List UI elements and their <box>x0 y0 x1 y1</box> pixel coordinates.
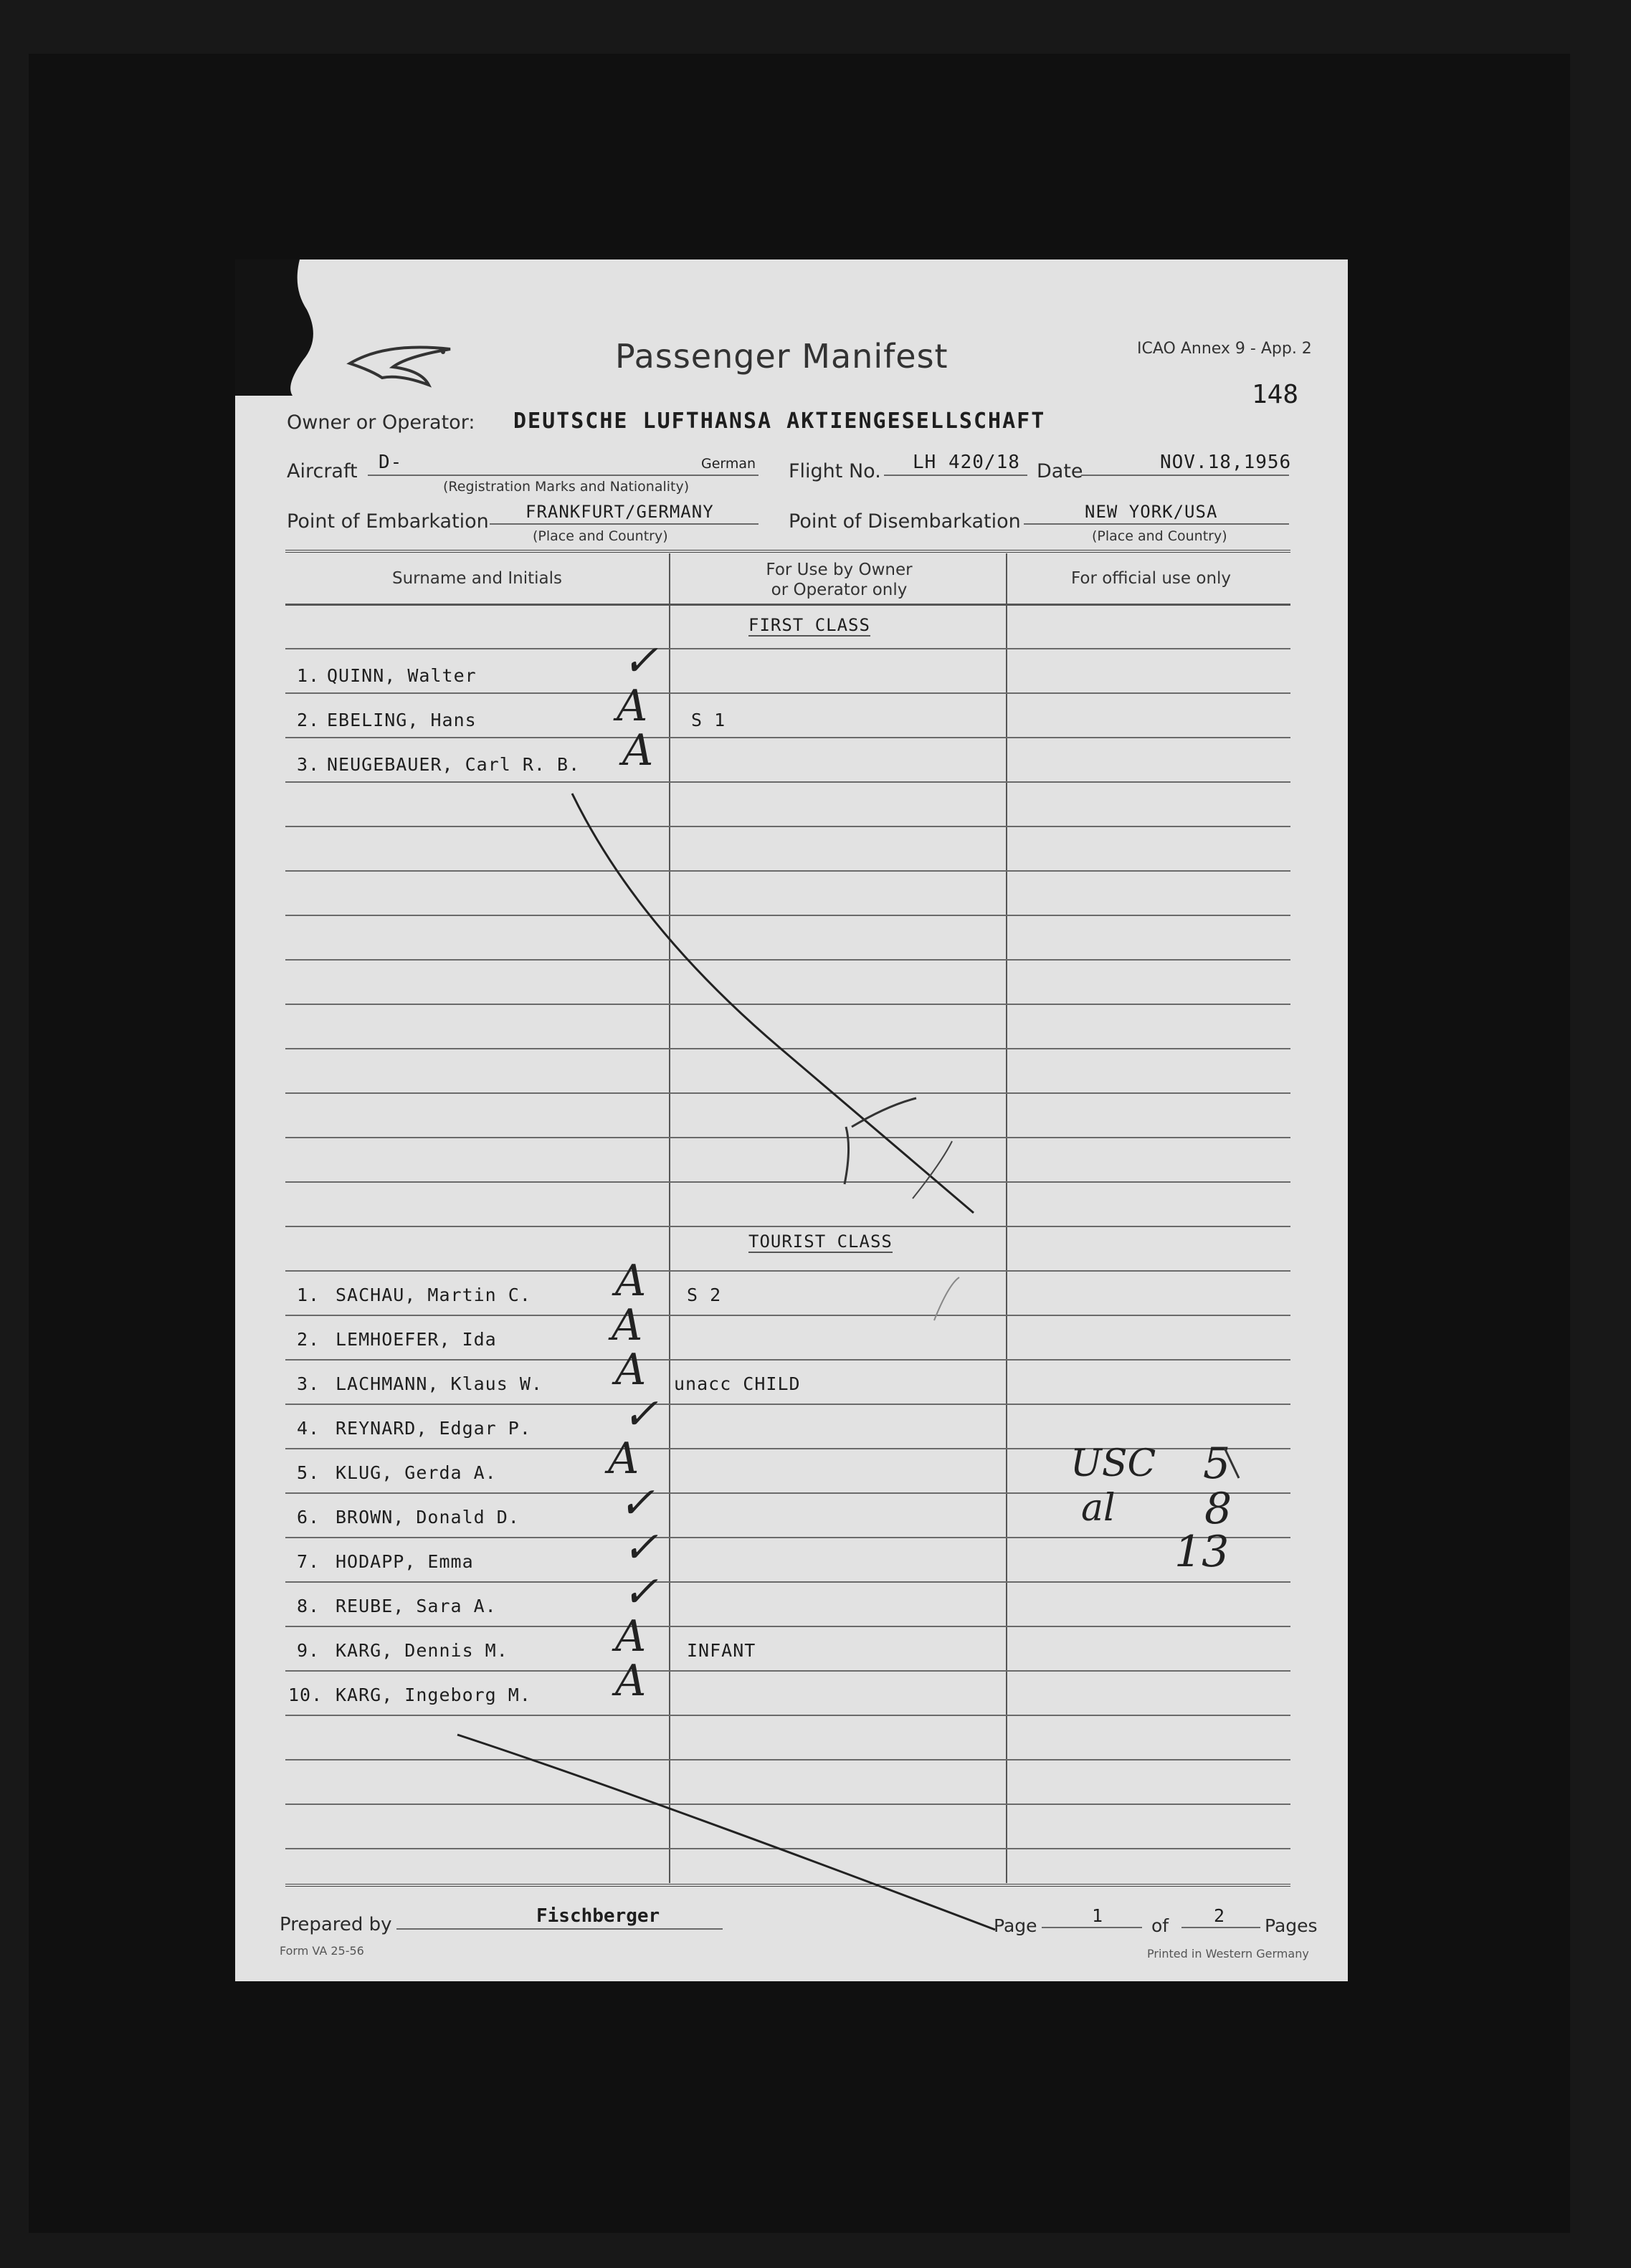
operator-note: unacc CHILD <box>674 1373 801 1394</box>
tally-label-al: al <box>1081 1487 1116 1530</box>
operator-note: S 2 <box>687 1285 722 1305</box>
disembark-label: Point of Disembarkation <box>789 510 1021 533</box>
passenger-name: KLUG, Gerda A. <box>336 1462 497 1483</box>
of-value-line <box>1181 1927 1260 1928</box>
passenger-name: QUINN, Walter <box>327 665 477 686</box>
check-mark: ✓ <box>622 636 659 686</box>
page-value: 1 <box>1092 1905 1103 1926</box>
handwritten-mark: A <box>615 1345 647 1395</box>
check-mark: ✓ <box>622 1523 659 1573</box>
passenger-number: 7. <box>297 1551 320 1572</box>
passenger-number: 10. <box>288 1685 323 1705</box>
passenger-number: 6. <box>297 1507 320 1528</box>
passenger-name: LACHMANN, Klaus W. <box>336 1373 543 1394</box>
disembark-line <box>1024 523 1289 525</box>
passenger-name: SACHAU, Martin C. <box>336 1285 531 1305</box>
form-reference: Form VA 25-56 <box>280 1944 364 1958</box>
row-rule <box>285 1715 1290 1716</box>
row-rule <box>285 1181 1290 1183</box>
tally-value-al: 8 <box>1204 1484 1232 1534</box>
first-class-heading: FIRST CLASS <box>748 615 870 635</box>
of-value: 2 <box>1214 1905 1225 1926</box>
icao-reference: ICAO Annex 9 - App. 2 <box>1137 340 1312 358</box>
operator-note: S 1 <box>691 710 726 730</box>
handwritten-mark: A <box>615 1656 647 1706</box>
of-label: of <box>1151 1915 1169 1936</box>
aircraft-label: Aircraft <box>287 460 358 482</box>
row-rule <box>285 692 1290 694</box>
row-rule <box>285 1404 1290 1405</box>
passenger-number: 3. <box>297 754 320 775</box>
passenger-name: LEMHOEFER, Ida <box>336 1329 497 1350</box>
row-rule <box>285 1759 1290 1760</box>
sheet-number: 148 <box>1252 380 1299 409</box>
page-value-line <box>1042 1927 1142 1928</box>
row-rule <box>285 1137 1290 1138</box>
passenger-number: 3. <box>297 1373 320 1394</box>
column-header-owner-1: For Use by Owner <box>766 561 913 579</box>
passenger-name: REUBE, Sara A. <box>336 1596 497 1616</box>
prepared-by-line <box>396 1928 723 1930</box>
row-rule <box>285 1048 1290 1049</box>
passenger-name: BROWN, Donald D. <box>336 1507 520 1528</box>
row-rule <box>285 1315 1290 1316</box>
passenger-number: 2. <box>297 1329 320 1350</box>
table-bottom-rule <box>285 1884 1290 1887</box>
disembark-value: NEW YORK/USA <box>1085 502 1218 522</box>
table-top-rule <box>285 550 1290 553</box>
row-rule <box>285 959 1290 961</box>
disembark-sublabel: (Place and Country) <box>1092 528 1227 544</box>
row-rule <box>285 1848 1290 1849</box>
passenger-name: KARG, Dennis M. <box>336 1640 508 1661</box>
tourist-class-heading: TOURIST CLASS <box>748 1231 893 1252</box>
row-rule <box>285 648 1290 649</box>
flight-line <box>884 475 1027 476</box>
column-header-official: For official use only <box>1070 569 1232 588</box>
embark-label: Point of Embarkation <box>287 510 489 533</box>
row-rule <box>285 1359 1290 1361</box>
page-title: Passenger Manifest <box>615 337 948 376</box>
tally-total: 13 <box>1174 1527 1230 1577</box>
row-rule <box>285 1226 1290 1227</box>
row-rule <box>285 1092 1290 1094</box>
printed-note: Printed in Western Germany <box>1147 1947 1309 1960</box>
handwritten-mark: A <box>612 1300 643 1350</box>
handwritten-mark: A <box>622 725 654 776</box>
row-rule <box>285 915 1290 916</box>
prepared-by-label: Prepared by <box>280 1914 392 1935</box>
row-rule <box>285 1670 1290 1672</box>
pages-label: Pages <box>1265 1915 1318 1936</box>
header-rule <box>285 604 1290 606</box>
torn-corner <box>235 259 350 396</box>
row-rule <box>285 1270 1290 1272</box>
check-mark: ✓ <box>622 1389 659 1439</box>
passenger-name: REYNARD, Edgar P. <box>336 1418 531 1439</box>
row-rule <box>285 781 1290 783</box>
row-rule <box>285 826 1290 827</box>
owner-value: DEUTSCHE LUFTHANSA AKTIENGESELLSCHAFT <box>513 409 1046 434</box>
passenger-number: 9. <box>297 1640 320 1661</box>
passenger-number: 2. <box>297 710 320 730</box>
prepared-by-value: Fischberger <box>536 1905 660 1927</box>
flight-label: Flight No. <box>789 460 881 482</box>
passenger-name: HODAPP, Emma <box>336 1551 474 1572</box>
row-rule <box>285 737 1290 738</box>
column-divider-2 <box>1006 553 1007 1883</box>
column-header-owner-2: or Operator only <box>771 581 908 599</box>
row-rule <box>285 1004 1290 1005</box>
passenger-name: NEUGEBAUER, Carl R. B. <box>327 754 581 775</box>
operator-note: INFANT <box>687 1640 756 1661</box>
passenger-number: 5. <box>297 1462 320 1483</box>
passenger-name: EBELING, Hans <box>327 710 477 730</box>
column-header-surname: Surname and Initials <box>392 569 562 588</box>
handwritten-mark: A <box>615 1256 647 1306</box>
row-rule <box>285 870 1290 872</box>
column-divider-1 <box>669 553 670 1883</box>
handwritten-mark: A <box>615 1611 647 1662</box>
flight-value: LH 420/18 <box>913 452 1020 473</box>
tally-value-usc: 5 <box>1203 1439 1231 1489</box>
passenger-number: 8. <box>297 1596 320 1616</box>
tally-label-usc: USC <box>1070 1442 1156 1485</box>
row-rule <box>285 1492 1290 1494</box>
date-line <box>1081 475 1289 476</box>
passenger-number: 1. <box>297 1285 320 1305</box>
handwritten-mark: A <box>617 681 648 731</box>
embark-value: FRANKFURT/GERMANY <box>526 502 714 522</box>
embark-sublabel: (Place and Country) <box>533 528 668 544</box>
passenger-number: 1. <box>297 665 320 686</box>
row-rule <box>285 1804 1290 1805</box>
aircraft-nationality: German <box>701 456 756 472</box>
row-rule <box>285 1537 1290 1538</box>
check-mark: ✓ <box>622 1567 659 1617</box>
row-rule <box>285 1581 1290 1583</box>
manifest-page <box>235 259 1348 1981</box>
aircraft-sublabel: (Registration Marks and Nationality) <box>443 479 690 495</box>
aircraft-value: D- <box>379 452 403 473</box>
passenger-number: 4. <box>297 1418 320 1439</box>
page-label: Page <box>994 1915 1037 1936</box>
passenger-name: KARG, Ingeborg M. <box>336 1685 531 1705</box>
date-value: NOV.18,1956 <box>1160 452 1292 473</box>
check-mark: ✓ <box>619 1478 655 1528</box>
handwritten-mark: A <box>608 1434 639 1484</box>
row-rule <box>285 1626 1290 1627</box>
date-label: Date <box>1037 460 1083 482</box>
embark-line <box>490 523 759 525</box>
owner-label: Owner or Operator: <box>287 411 475 434</box>
crane-logo-icon <box>343 335 457 392</box>
aircraft-line <box>368 475 759 476</box>
